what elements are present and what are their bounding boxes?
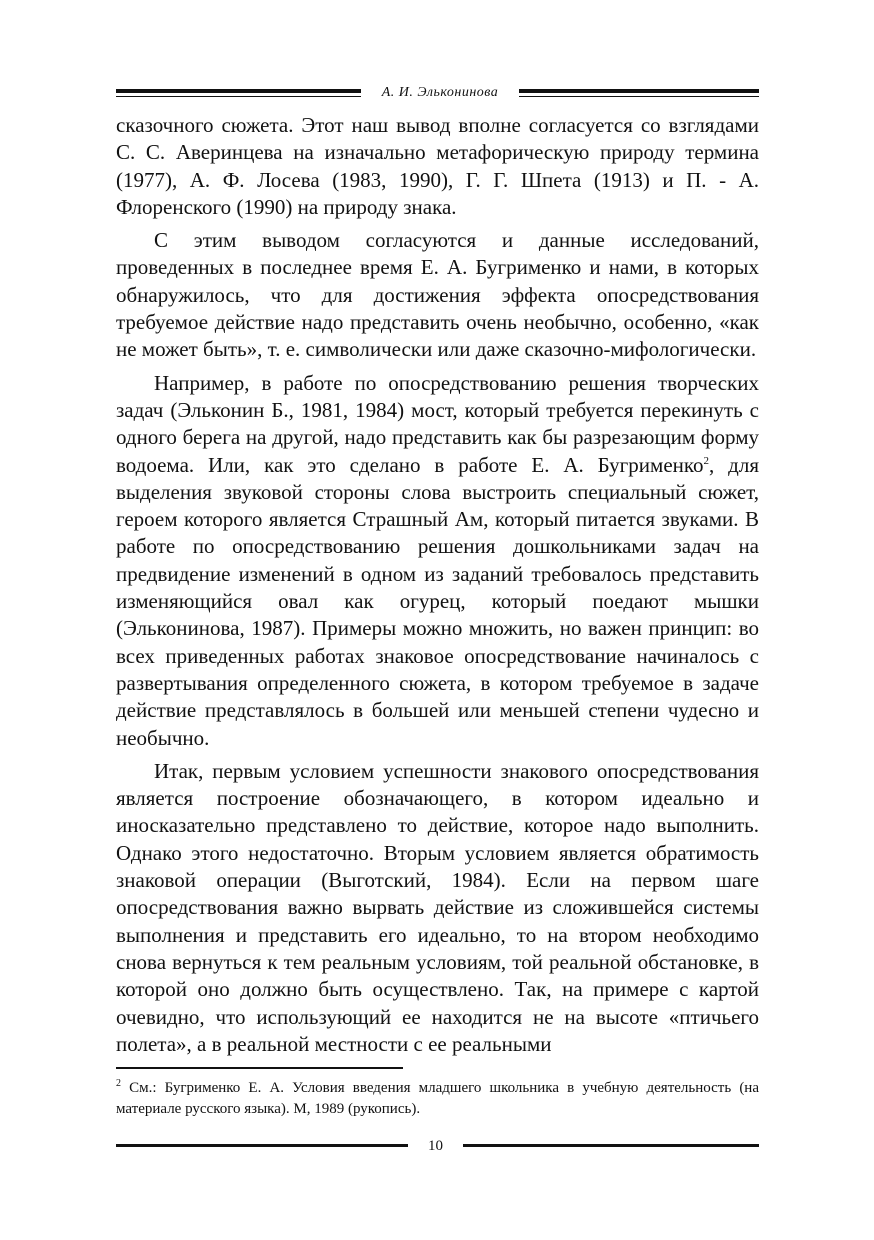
footer-rule-right	[463, 1144, 759, 1147]
running-head-author: А. И. Эльконинова	[381, 85, 499, 100]
header-rule-left	[116, 89, 361, 97]
paragraph-3-before: Например, в работе по опосредствованию решения творческих задач (Эльконин Б., 1981, 1984) мост, который требуется перекинуть с одного берега на другой, надо представить как бы разрезающим форму водоема. Или, как это сделано в работе Е. А. Бугрименко	[116, 370, 759, 477]
footnote	[116, 1078, 759, 1120]
footnote-mark: 2	[116, 1078, 121, 1089]
running-header	[116, 84, 759, 104]
main-text	[116, 112, 759, 1058]
paragraph-3	[116, 370, 759, 752]
page-number: 10	[428, 1138, 443, 1154]
paragraph-4: Итак, первым условием успешности знакового опосредствования является построение обозначающего, в котором идеально и иносказательно представлено то действие, которое надо выполнить. Однако этого недостаточно. Вторым условием является обратимость знаковой операции (Выготский, 1984). Если на первом шаге опосредствования важно вырвать действие из сложившейся системы выполнения и представить его идеально, то на втором необходимо снова вернуться к тем реальным условиям, той реальной обстановке, в которой оно должно быть осуществлено. Так, на примере с картой очевидно, что использующий ее находится не на высоте «птичьего полета», а в реальной местности с ее реальными	[116, 758, 759, 1056]
paragraph-2: С этим выводом согласуются и данные исследований, проведенных в последнее время Е. А. Бугрименко и нами, в которых обнаружилось, что для достижения эффекта опосредствования требуемое действие надо представить очень необычно, особенно, «как не может быть», т. е. символически или даже сказочно-мифологически.	[116, 228, 759, 362]
page-footer	[116, 1136, 759, 1156]
paragraph-3-after: , для выделения звуковой стороны слова выстроить специальный сюжет, героем которого является Страшный Ам, который питается звуками. В работе по опосредствованию решения дошкольниками задач на предвидение изменений в одном из заданий требовалось представить изменяющийся овал как огурец, который поедают мышки (Эльконинова, 1987). Примеры можно множить, но важен принцип: во всех приведенных работах знаковое опосредствование начиналось с развертывания определенного сюжета, в котором требуемое в задаче действие представлялось в большей или меньшей степени чудесно и необычно.	[116, 452, 759, 750]
header-rule-right	[519, 89, 759, 97]
footnote-rule	[116, 1067, 403, 1069]
footnote-ref: 2	[703, 454, 710, 467]
paragraph-1: сказочного сюжета. Этот наш вывод вполне согласуется со взглядами С. С. Аверинцева на изначально метафорическую природу термина (1977), А. Ф. Лосева (1983, 1990), Г. Г. Шпета (1913) и П. - А. Флоренского (1990) на природу знака.	[116, 113, 759, 219]
footer-rule-left	[116, 1144, 408, 1147]
footnote-text: См.: Бугрименко Е. А. Условия введения младшего школьника в учебную деятельность (на материале русского языка). М, 1989 (рукопись).	[116, 1080, 759, 1117]
